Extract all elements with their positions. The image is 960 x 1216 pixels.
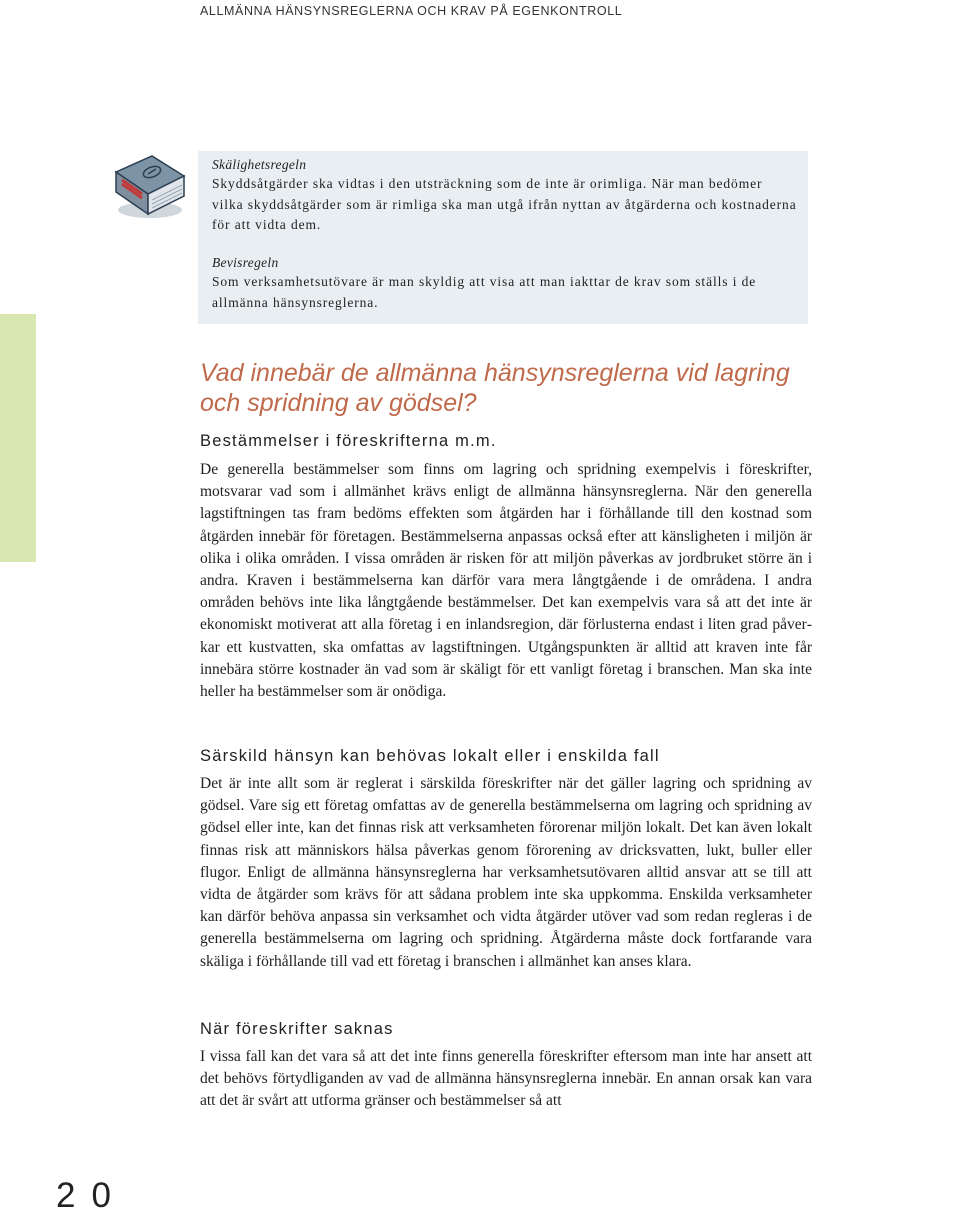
side-color-strip bbox=[0, 314, 36, 562]
subheading-sarskild-hansyn: Särskild hänsyn kan behövas lokalt eller i enskilda fall bbox=[200, 747, 660, 765]
section-heading: Vad innebär de allmänna hänsynsreglerna vid lagring och spridning av gödsel? bbox=[200, 359, 790, 417]
rule-text-skalighetsregeln: Skyddsåtgärder ska vidtas i den utsträckning som de inte är orimliga. När man bedömer vilka skyddsåtgärder som är rimliga ska man utgå ifrån nyttan av åtgärderna och kostnaderna för att vidta dem. bbox=[212, 176, 797, 232]
page-number: 20 bbox=[56, 1176, 127, 1215]
paragraph-sarskild-hansyn: Det är inte allt som är reglerat i särskilda föreskrifter när det gäller lagring och spridning av gödsel. Vare sig ett företag omfattas av de generella bestämmelserna om lagring och spridning av gödsel eller inte, kan det finnas risk att verksamheten förorenar miljön lokalt. Det kan även lokalt finnas risk att människors hälsa påverkas genom förorening av dricksvatten, lukt, buller eller flugor. Enligt de allmänna hänsynsreglerna har verksamhetsutövaren alltid ansvar att se till att vidta de åtgärder som krävs för att sådana problem inte ska uppkomma. Enskilda verksamheter kan därför behöva anpassa sin verksamhet och vidta åtgärder utöver vad som redan regleras i de generella bestämmelserna om lagring och spridning. Åtgärderna måste dock fortfarande vara skäliga i förhållande till vad ett företag i branschen i allmänhet kan anses klara. bbox=[200, 775, 812, 970]
subheading-nar-foreskrifter-saknas: När föreskrifter saknas bbox=[200, 1020, 394, 1038]
rule-title-skalighetsregeln: Skälighetsregeln bbox=[212, 157, 307, 172]
rule-text-bevisregeln: Som verksamhetsutövare är man skyldig att visa att man iakttar de krav som ställs i de allmänna hänsynsreglerna. bbox=[212, 274, 757, 310]
rules-info-box bbox=[198, 151, 808, 324]
paragraph-bestammelser: De generella bestämmelser som finns om lagring och spridning exempelvis i föreskrifter, motsvarar vad som i allmänhet krävs enligt de allmänna hänsynsreglerna. När den generella lagstiftningen tas fram bedöms effekten som åtgärden har i förhållande till den kostnad som åtgärden innebär för företagen. Bestämmelserna anpassas också efter att känsligheten i miljön är olika i olika områden. I vissa områden är risken för att miljön påverkas av jordbruket större än i andra. Kraven i bestämmelserna kan därför vara mera långtgående i de områdena. I andra områden behövs inte lika långtgående bestämmelser. Det kan exempelvis vara så att det inte är ekonomiskt motiverat att alla företag i en inlandsregion, där förlusterna endast i liten grad påverkar ett kustvatten, ska omfattas av lagstiftningen. Utgångspunkten är alltid att kraven inte får innebära större kostnader än vad som är skäligt för ett vanligt företag i branschen. Man ska inte heller ha bestämmelser som är onödiga. bbox=[200, 461, 812, 701]
law-book-icon bbox=[108, 150, 188, 222]
paragraph-nar-foreskrifter-saknas: I vissa fall kan det vara så att det inte finns generella föreskrifter eftersom man inte har ansett att det behövs förtydliganden av vad de allmänna hänsynsreglerna innebär. En annan orsak kan vara att det är svårt att utforma gränser och bestämmelser så att bbox=[200, 1048, 812, 1110]
running-header: ALLMÄNNA HÄNSYNSREGLERNA OCH KRAV PÅ EGENKONTROLL bbox=[200, 4, 623, 18]
rule-title-bevisregeln: Bevisregeln bbox=[212, 255, 279, 270]
subheading-bestammelser: Bestämmelser i föreskrifterna m.m. bbox=[200, 432, 497, 450]
